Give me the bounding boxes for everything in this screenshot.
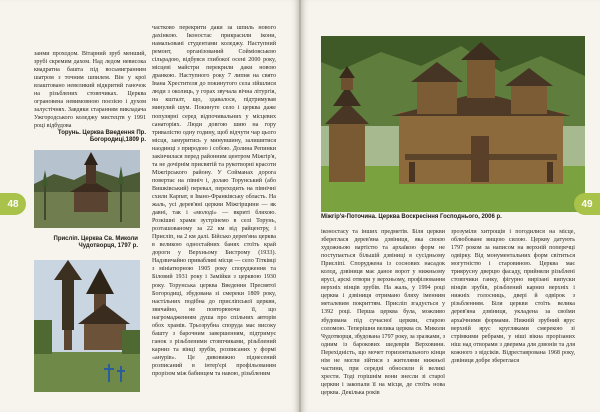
left-column-2-text: частково перекрити даки за шпиль нового дахінкою. Іконостас прикрасили ікони, намальовані студентами коледжу. Наступний ремонт, організований Сойміовською сільрадою, відбувся глибокої осені 2000 року, місцеві майстри перекрили даки новою дранкою. Наступного року 7 липня на свято Івана Хрестителя до покинутого села зійшлися люди з околиць, у горах звучала вічна літургія, на кшталт, що, здавалося, підтримував минулий шум. Покинуте село і церква даже популярні серед відпочивальних у місцевих санаторіях. Люди довгою шию на гору тривалістю одну годину, щоб відчути чар цього місця, замуритись у минувшину, залишитися наодинці з природою і собою. Долина Репинки закінчилася перед районним центром Міжгір'я, та не дочірнім присвятій та рукотворні красоти Міжгірського району. У Сойманах дорога повертає на північ і, долаю Торунський (або Вишківський) перевал, переходить на північні схили Карпат, в Івано-Франківську область. На жаль, усі дерев'яні церкви Міжгірщини — як давні, так і «молоді» — вкриті бляхою. Розкішні храми зустрінемо в селі Торунь, розташованому за 22 км від райцентру, і Присліп, на 2 км далі. Бійсько дерев'яна церква в великою одностайних банях стоїть край дороги у Верхньому Бистрому (1933). Надзвичайно привабливі місця — село Тітківці з мініатюрною 1905 року спорудження та Біловий 1931 року і Замійки з церквою 1930 року. Торунська церква Введення Пресвятої Богородиці, збудована зі смереки 1809 року, настільних подібна до присліпської церкви, звичайно, не повторюючи її, що нагромадженням душа про спільних авторів обох храмів. Трьозрубна споруда має високу башту з барочним завершенням, підтримує ганок з різьбленими стовпчиками, різьблений карниз та вінці зрубів, розписаних у формі «анурів». Це дивовижно піднесений розписаний в інтер'єрі профільованим прорізом між бабинцем та навою, різьбленим [152,25,276,378]
right-column-2 [451,228,575,412]
page-number-right: 49 [574,193,600,215]
left-photo-1-caption: Торунь. Церква Введення Пр. Богородиці,1809 р. [57,130,146,144]
left-photo-2-caption: Присліп. Церква Св. Миколи Чудотворця, 1797 р. [53,236,138,250]
left-column-1-text: занми проходом. Вітарний зруб менший, зрубі скремим дахом. Над ледом невисока квадратна башта під восьмигранним шатром з точним шпилем. Він у крої влаштовано невеликий відкритий ганочок на різьблених стовпчиках. Церква ограновена невимовною поезією і духом залустічнях. Завдяки старанням викладача Ужгородського коледжу мистецтв у 1991 році відбудова [34,51,146,130]
right-page [301,0,600,412]
right-photo-caption: Міжгір'я-Поточина. Церква Воскресіння Господнього, 2006 р. [321,214,502,220]
left-column-2 [152,24,276,408]
right-photo-pototchyna-church [321,36,585,212]
left-column-1 [34,50,146,142]
left-photo-1-toryn-church [34,150,140,228]
left-photo-2-prislip-church [34,260,140,392]
page-number-left: 48 [0,193,26,215]
right-column-2-text: зрозуміли хитрощів і погодилися на місце, облюбоване вищою силою. Церкву датують 1797 роком за написом на верхній поперечці одвірку. Від монументальних форм світиться могутністю і старовиною. Церква має триярусну дверцю фасаду, прийняли різьблені стовпчики ганку, фігурно вирізані випуски вінців зрубів, різьблений карниз верхніх і нижніх голосниць, двері й одвірок з різьбленням. Біля церкви стоїть велика дерев'яна дзвіниця, укладена за своїми архаїчними формами. Нижній зрубний ярус верхній ярус кругляками смерекою зі стрімкими ребрами, у ніші вікна прорізаних ніш над отворами з дверима для дзвонів та для кожного з відсіків. Відреставрована 1968 року, дзвіниця добре збереглася [451,229,575,364]
right-column-1-text: іконостасу та інших предметів. Біля церкви збереглася дерев'яна дзвіниця, яка своєю художньою вартістю та архаїкою форм не поступається більшій дзвіниці в сусідньому Присліпі. Споруджена із соснових насадок колод, дзвіниця має даное ворот у нижньому ярусі, арскі отвори у верхньому, профілювання верхніх вінців зрубів. На жаль, у 1994 році церква і дзвіниця отримано бляху іменним металевим покриттям. Присліп згадується у 1392 році. Перша церква була, можливо збудована під сучасної церкви, старою соломою. Теперішня велика церква св. Миколи Чудотворця, збудована 1797 року, за зразками, з одним із барокових шедеврів Верховини. Перехідність, що мочет горизонтального кінця нім не могли зійтися з жителями нижньої частини, при середні обносили й великі хрести. Тоді горішнім вони знесли зі старої церкви і закопали її на місця, де стоїть нова церква. Декілька років [321,229,445,396]
right-column-1 [321,228,445,412]
left-page [0,0,299,412]
